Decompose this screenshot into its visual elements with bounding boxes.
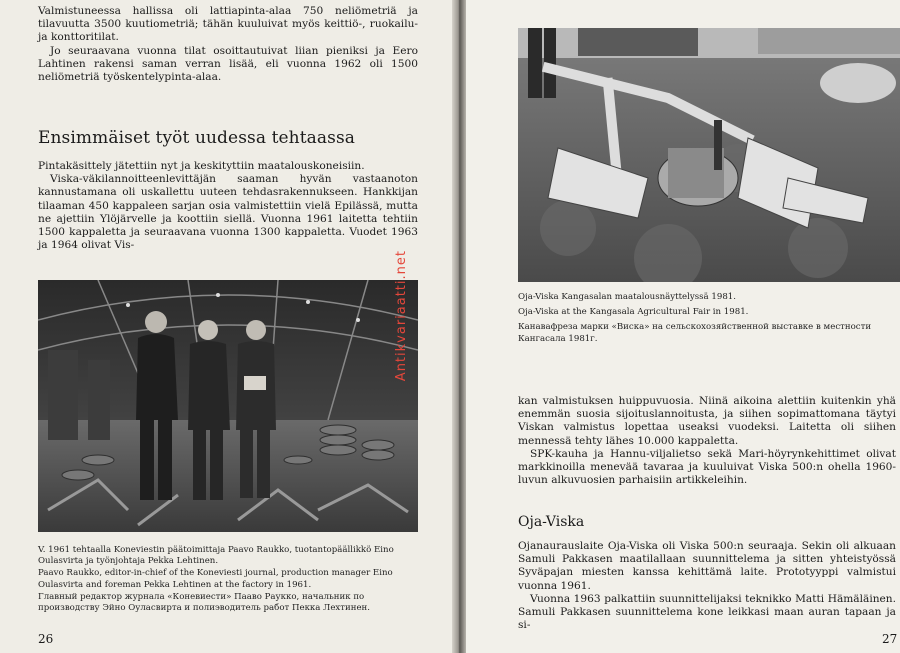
caption-ru: Канавафреза марки «Виска» на сельскохозяйственной выставке в местности Кангасала 1981г. [518, 322, 872, 344]
section-heading: Oja-Viska [518, 514, 585, 530]
oja-viska-photo-caption [518, 292, 900, 346]
oja-viska-photo [518, 28, 900, 282]
caption-fi: V. 1961 tehtaalla Koneviestin päätoimittaja Paavo Raukko, tuotantopäällikkö Eino Oulasvirta ja työnjohtaja Pekka Lehtinen. [38, 545, 394, 567]
intro-paragraph: Valmistuneessa hallissa oli lattiapinta-alaa 750 neliömetriä ja tilavuutta 3500 kuutiometriä; tähän kuuluivat myös keittiö-, ruokailu- ja konttoritilat. [38, 5, 418, 44]
intro-paragraph: Jo seuraavana vuonna tilat osoittautuivat liian pieniksi ja Eero Lahtinen rakensi saman verran lisää, eli vuonna 1962 oli 1500 neliömetriä työskentelypinta-alaa. [38, 44, 418, 84]
watermark: Antikvariaatti.net [394, 250, 409, 382]
right-page [466, 0, 900, 653]
caption-en: Paavo Raukko, editor-in-chief of the Koneviesti journal, production manager Eino Oulasvirta and foreman Pekka Lehtinen at the factory in 1961. [38, 568, 393, 590]
right-paragraph: kan valmistuksen huippuvuosia. Niinä aikoina alettiin kuitenkin yhä enemmän suosia sijoituslannoitusta, ja siihen sopimattomana täytyi Viskan valmistus lopettaa useaksi vuodeksi. Laitetta oli siihen mennessä tehty lähes 10.000 kappaletta. [518, 395, 896, 447]
factory-photo [38, 280, 418, 532]
section-paragraph: Pintakäsittely jätettiin nyt ja keskityttiin maatalouskoneisiin. [38, 160, 365, 172]
section-heading: Ensimmäiset työt uudessa tehtaassa [38, 128, 356, 148]
section-paragraph: Ojanaurauslaite Oja-Viska oli Viska 500:n seuraaja. Sekin oli alkuaan Samuli Pakkasen maatilallaan suunnittelema ja sitten yhteistyössä Syväpajan miesten kanssa kehittämä laite. Prototyyppi valmistui vuonna 1961. [518, 540, 896, 592]
intro-text [38, 5, 418, 84]
right-text [518, 395, 896, 487]
right-paragraph: SPK-kauha ja Hannu-viljalietso sekä Mari-höyrynkehittimet olivat markkinoilla menevää tavaraa ja kuuluivat Viska 500:n ohella 1960-luvun alkuvuosien parhaisiin artikkeleihin. [518, 447, 896, 487]
section-paragraph: Viska-väkilannoitteenlevittäjän saaman hyvän vastaanoton kannustamana oli uskallettu uuteen tehdasrakennukseen. Hankkijan tilaaman 450 kappaleen sarjan osia valmistettiin vielä Epilässä, mutta ne ajettiin Ylöjärvelle ja koottiin siellä. Vuonna 1961 laitetta tehtiin 1500 kappaletta ja seuraavana vuonna 1300 kappaletta. Vuodet 1963 ja 1964 olivat Vis- [38, 173, 418, 252]
caption-ru: Главный редактор журнала «Коневиести» Пааво Раукко, начальник по производству Эйно Оуласвирта и полиэводитель работ Пекка Лехтинен. [38, 591, 371, 614]
page-number-right: 27 [882, 632, 898, 646]
book-gutter [452, 0, 466, 653]
factory-photo-image [38, 280, 418, 532]
factory-photo-caption [38, 545, 418, 615]
section-paragraph: Vuonna 1963 palkattiin suunnittelijaksi teknikko Matti Hämäläinen. Samuli Pakkasen suunnittelema kone leikkasi maan auran tapaan ja si- [518, 592, 896, 632]
oja-viska-photo-image [518, 28, 900, 282]
caption-fi: Oja-Viska Kangasalan maatalousnäyttelyssä 1981. [518, 292, 736, 302]
caption-en: Oja-Viska at the Kangasala Agricultural Fair in 1981. [518, 307, 749, 318]
section-text [38, 160, 418, 252]
page-number-left: 26 [38, 632, 54, 646]
oja-viska-text [518, 540, 896, 632]
